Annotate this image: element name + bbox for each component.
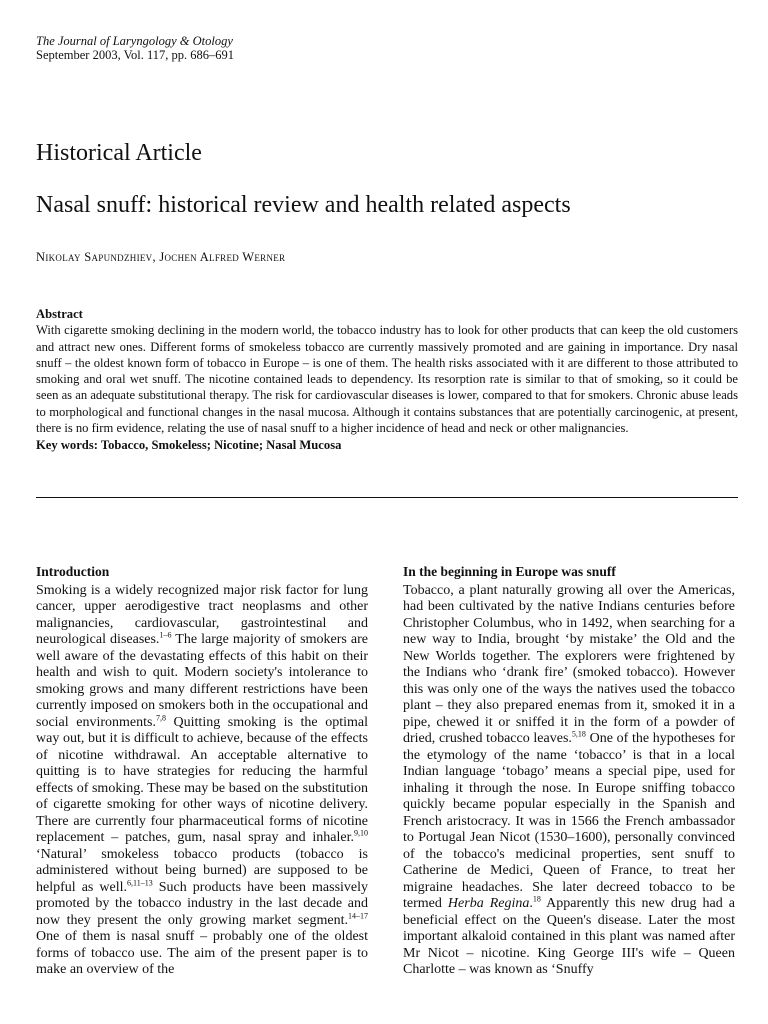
article-type: Historical Article bbox=[36, 140, 202, 166]
text-segment: Quitting smoking is the optimal way out, but it is difficult to achieve, because of the effects of nicotine withdrawal. An acceptable alternative to quitting is to have strategies for reducing the harmful effects of smoking. These may be based on the substitution of cigarette smoking for other ways of nicotine delivery. There are currently four pharmaceutical forms of nicotine replacement – patches, gum, nasal spray and inhaler. bbox=[36, 714, 368, 845]
text-segment: One of the hypotheses for the etymology of the name ‘tobacco’ is that in a local Indian language ‘tobago’ means a special pipe, used for inhaling it through the nose. In Europe sniffing tobacco quickly became popular especially in the Spanish and French aristocracy. It was in 1566 the French ambassador to Portugal Jean Nicot (1530–1600), personally convinced of the tobacco's medicinal properties, sent snuff to Catherine de Medici, Queen of France, to treat her migraine headaches. She later decreed tobacco to be termed bbox=[403, 731, 735, 911]
text-segment: Such products have been massively promoted by the tobacco industry in the last decade and now they present the only growing market segment. bbox=[36, 879, 369, 928]
abstract-heading: Abstract bbox=[36, 307, 83, 321]
reference-marker: 9,10 bbox=[354, 828, 368, 838]
introduction-heading: Introduction bbox=[36, 564, 110, 579]
introduction-text bbox=[36, 583, 368, 979]
text-segment: Tobacco, a plant naturally growing all over the Americas, had been cultivated by the native Indians centuries before Christopher Columbus, who in 1492, when searching for a new way to India, brought ‘by mistake’ the Old and the New Worlds together. The explorers were frightened by the Indians who ‘drank fire’ (smoked tobacco). However this was only one of the ways the natives used the tobacco plant – they also prepared enemas from it, smoked it in a pipe, chewed it or sniffed it in the form of a powder of dried, crushed tobacco leaves. bbox=[403, 582, 735, 746]
article-title: Nasal snuff: historical review and health related aspects bbox=[36, 192, 571, 218]
abstract-section bbox=[36, 306, 738, 454]
text-segment: One of them is nasal snuff – probably one of the oldest forms of tobacco use. The aim of the present paper is to make an overview of the bbox=[36, 929, 368, 977]
reference-marker: 1–6 bbox=[159, 630, 172, 640]
text-segment: The large majority of smokers are well aware of the devastating effects of this habit on their health and wish to quit. Modern society's intolerance to smoking grows and many different restrictions have been currently imposed on smokers both in the occupational and social environments. bbox=[36, 632, 368, 730]
journal-header bbox=[36, 34, 234, 62]
keywords: Key words: Tobacco, Smokeless; Nicotine; Nasal Mucosa bbox=[36, 438, 342, 453]
text-segment: ‘Natural’ smokeless tobacco products (tobacco is administered without being burned) are supposed to be helpful as well. bbox=[36, 846, 368, 895]
reference-marker: 5,18 bbox=[571, 729, 586, 739]
beginning-heading: In the beginning in Europe was snuff bbox=[403, 564, 616, 579]
section-divider bbox=[36, 497, 738, 498]
reference-marker: 6,11–13 bbox=[127, 877, 153, 887]
beginning-text bbox=[403, 583, 735, 979]
article-authors: Nikolay Sapundzhiev, Jochen Alfred Werner bbox=[36, 250, 286, 264]
journal-issue: September 2003, Vol. 117, pp. 686–691 bbox=[36, 48, 235, 62]
reference-marker: 7,8 bbox=[155, 712, 166, 722]
text-segment: Apparently this new drug had a beneficial effect on the Queen's disease. Later the most important alkaloid contained in this plant was named after Mr Nicot – nicotine. King George III's wife – Queen Charlotte – was known as ‘Snuffy bbox=[403, 896, 735, 977]
abstract-text: With cigarette smoking declining in the modern world, the tobacco industry has to look for other products that can keep the old customers and attract new ones. Different forms of smokeless tobacco are currently massively promoted and are gaining in importance. Dry nasal snuff – the oldest known form of tobacco in Europe – is one of them. The health risks associated with it are different to those attributed to smoking and oral wet snuff. The nicotine contained leads to dependency. Its resorption rate is similar to that of smoking, so it could be seen as an adequate substitutional therapy. The risk for cardiovascular diseases is lower, compared to that for smokers. Chronic abuse leads to morphological and functional changes in the nasal mucosa. Although it contains substances that are potentially carcinogenic, at present, there is no firm evidence, relating the use of nasal snuff to a higher incidence of head and neck or other malignancies. bbox=[36, 323, 738, 436]
right-column bbox=[403, 564, 735, 979]
italic-term: Herba Regina bbox=[447, 896, 530, 911]
text-segment: . bbox=[529, 896, 533, 911]
reference-marker: 18 bbox=[532, 894, 541, 904]
journal-name: The Journal of Laryngology & Otology bbox=[36, 34, 233, 48]
reference-marker: 14–17 bbox=[348, 910, 368, 920]
text-segment: Smoking is a widely recognized major risk factor for lung cancer, upper aerodigestive tract neoplasms and other malignancies, cardiovascular, gastrointestinal and neurological diseases. bbox=[36, 582, 368, 647]
left-column bbox=[36, 564, 368, 979]
